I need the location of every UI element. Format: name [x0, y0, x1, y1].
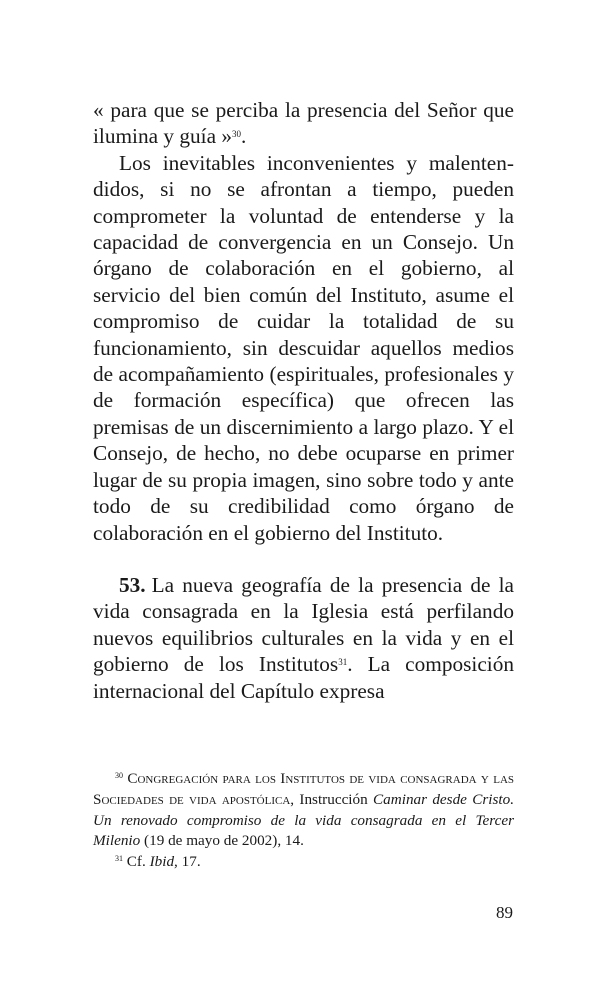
paragraph-continuation: [93, 97, 514, 150]
footnote-author: Congregación para los Institutos de vida consagrada y las Sociedades de vida apostólica: [93, 770, 514, 808]
page-body: [93, 97, 514, 704]
footnote-ibid: Ibid: [149, 853, 175, 871]
page-number: 89: [496, 903, 513, 922]
footnote-mark: 30: [115, 771, 123, 780]
footnote-mark: 31: [115, 854, 123, 864]
footnote-title: Caminar desde Cristo. Un renovado compromiso de la vida consagrada en el Tercer Milenio: [93, 790, 515, 850]
footnote-text-end: , 17.: [174, 853, 201, 871]
paragraph-body: Los inevitables inconvenientes y malentendidos, si no se afrontan a tiempo, pueden comprometer la voluntad de entenderse y la capacidad de convergencia en un Consejo. Un órgano de colaboración en el gobierno, al servicio del bien común del Instituto, asume el compromiso de cuidar la totalidad de su funcionamiento, sin descuidar aquellos medios de acompañamiento (espirituales, profesionales y de formación específica) que ofrecen las premisas de un discernimiento a largo plazo. Y el Consejo, de hecho, no debe ocuparse en primer lugar de su propia imagen, sino sobre todo y ante todo de su credibilidad como órgano de colaboración en el gobierno del Instituto.: [93, 150, 514, 545]
paragraph-text-end: .: [241, 124, 247, 149]
section-number: 53.: [119, 572, 146, 597]
paragraph-text: La nueva geografía de la presencia de la vida consagrada en la Iglesia está perfilando nuevos equilibrios culturales en la vida y en el gobierno de los Institutos: [93, 572, 514, 677]
paragraph-text-end: . La composición internacional del Capítulo expresa: [93, 652, 514, 703]
paragraph-53: [93, 572, 514, 704]
footnotes: [93, 769, 514, 873]
footnote-31: [93, 852, 514, 873]
footnote-text: Cf.: [123, 853, 150, 871]
footnote-30: [93, 769, 514, 852]
footnote-ref-30[interactable]: 30: [232, 129, 242, 140]
footnote-ref-31[interactable]: 31: [338, 657, 348, 668]
footnote-text: , Instrucción: [290, 790, 374, 808]
footnote-text-end: (19 de mayo de 2002), 14.: [140, 832, 304, 850]
paragraph-text: « para que se perciba la presencia del Señor que ilumina y guía »: [93, 98, 514, 149]
